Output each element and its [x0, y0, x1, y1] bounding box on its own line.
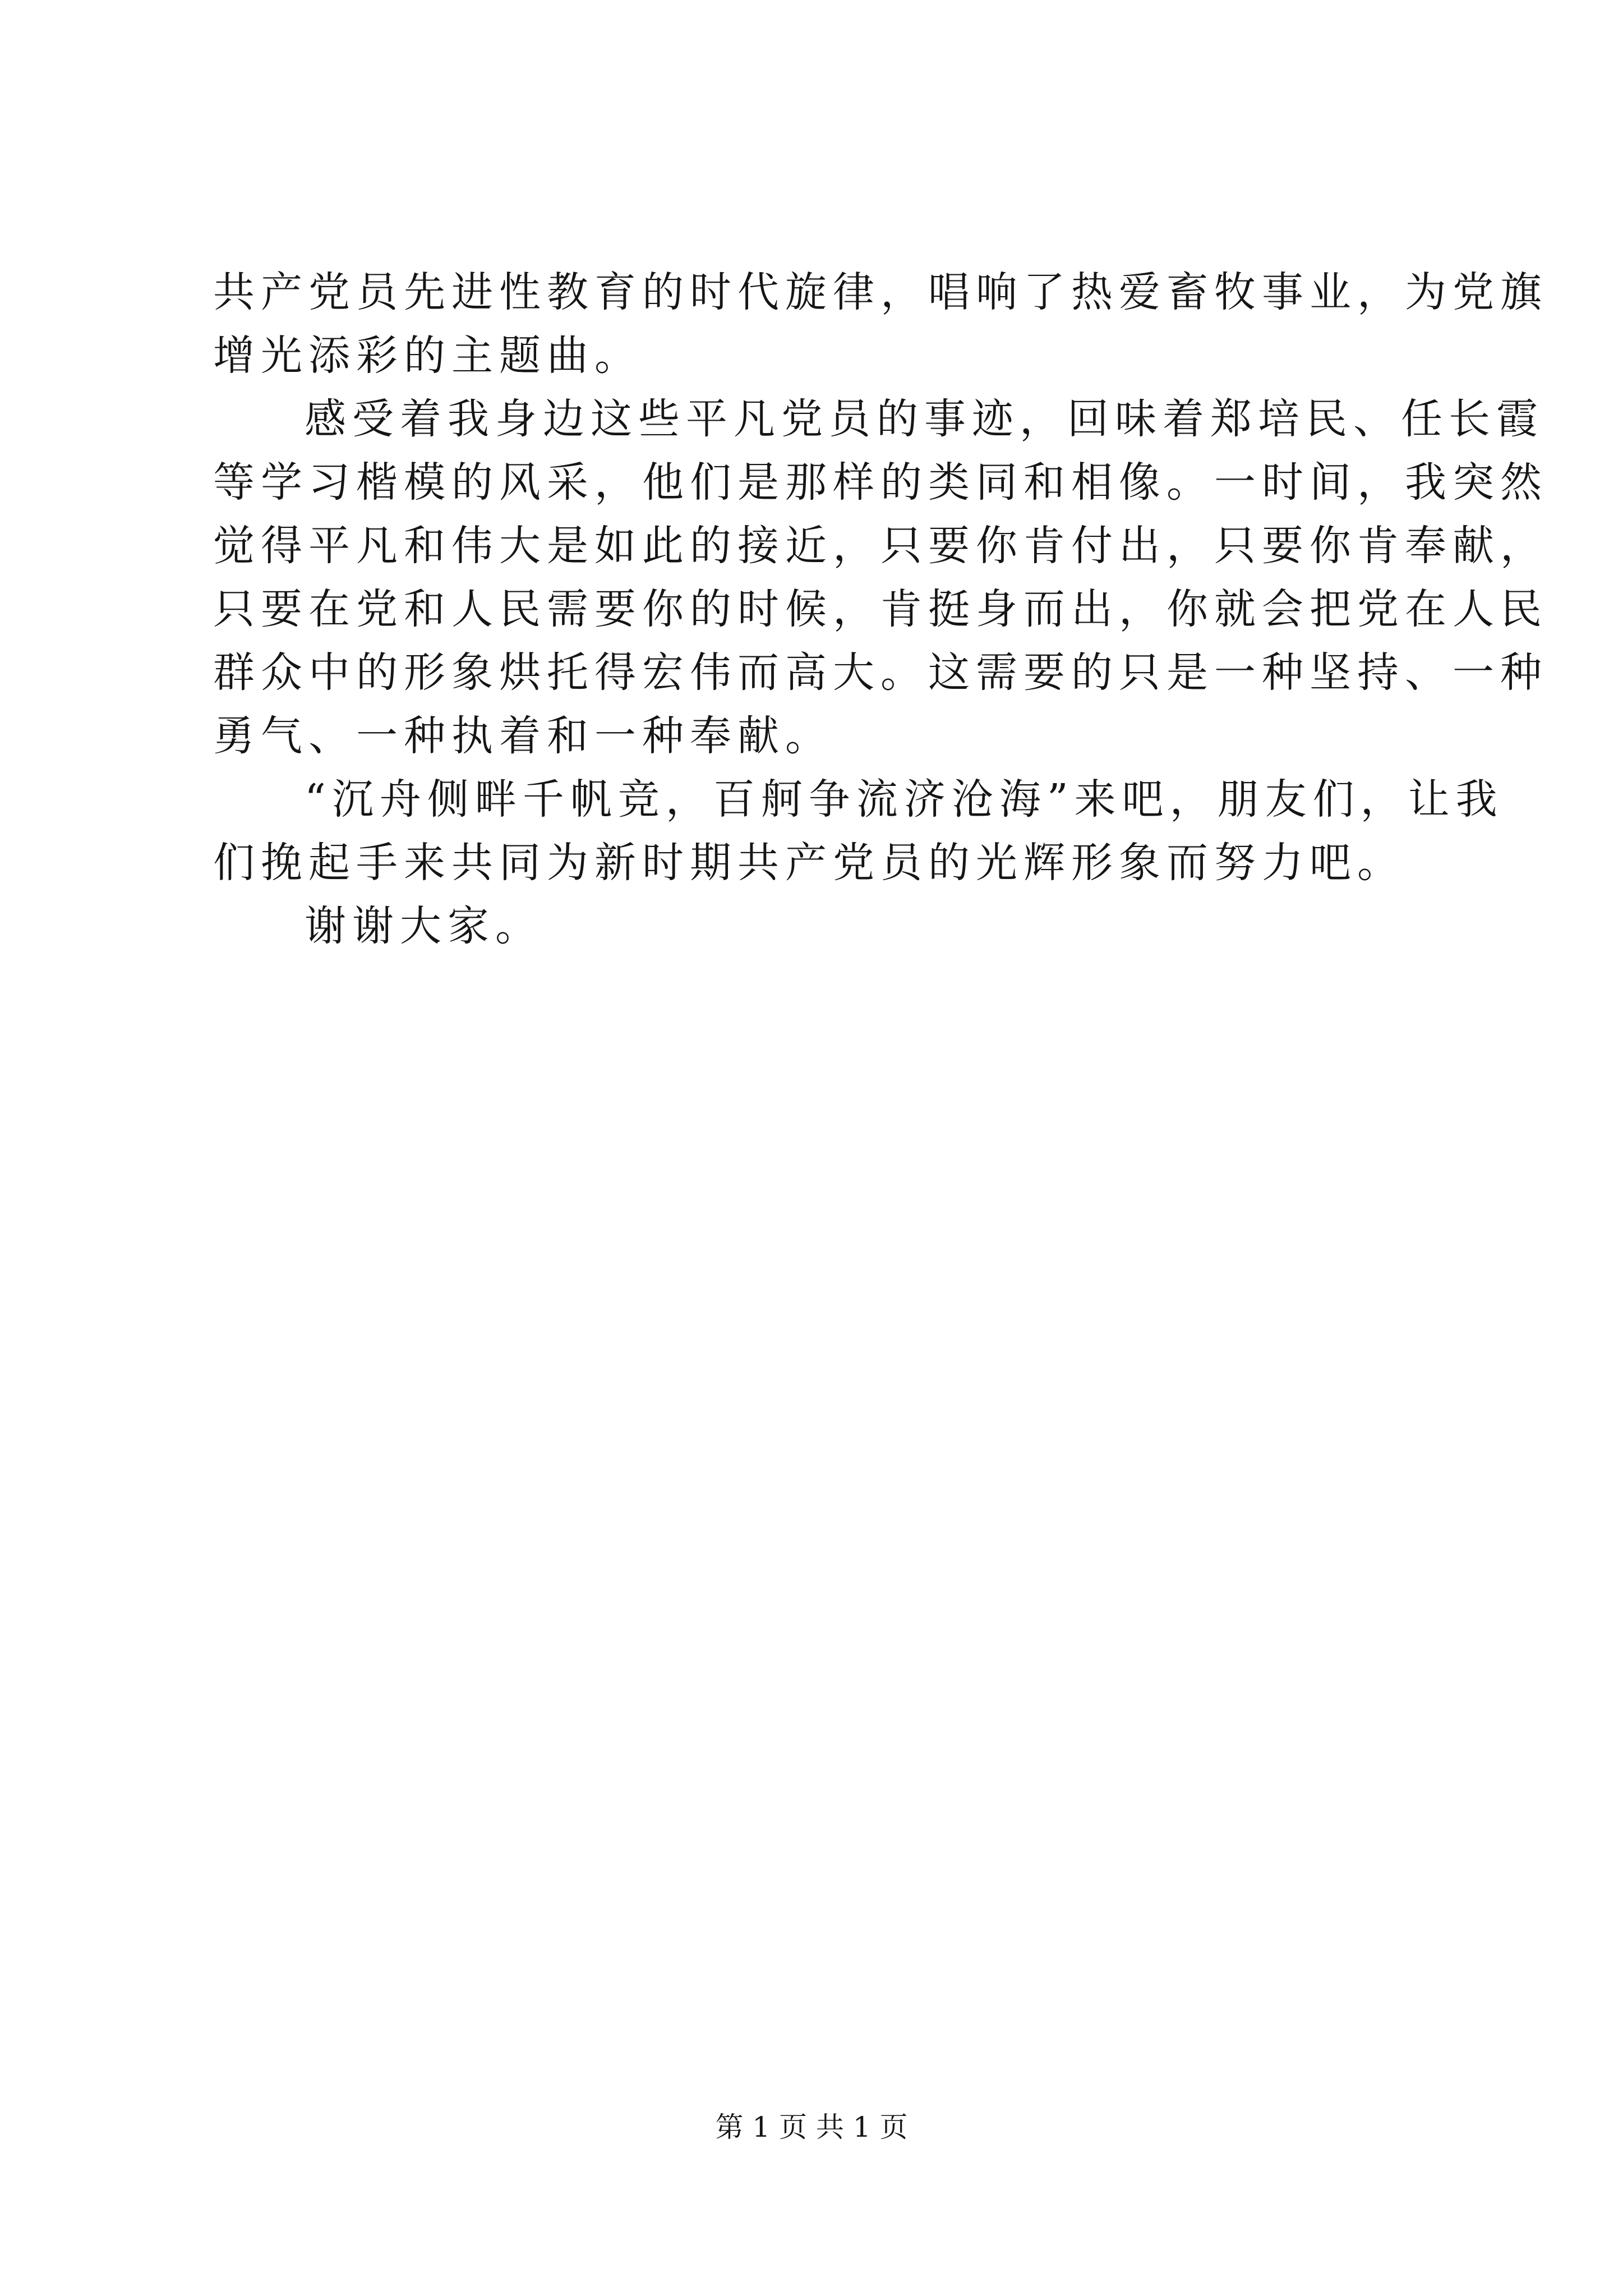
- text-line: 增光添彩的主题曲。: [213, 332, 642, 380]
- text-line: 共产党员先进性教育的时代旋律，唱响了热爱畜牧事业，为党旗: [213, 268, 1548, 316]
- document-body: [213, 261, 1548, 958]
- text-line: 等学习楷模的风采，他们是那样的类同和相像。一时间，我突然: [213, 458, 1548, 507]
- text-line: 觉得平凡和伟大是如此的接近，只要你肯付出，只要你肯奉献，: [213, 522, 1548, 570]
- closing-line: 谢谢大家。: [305, 902, 543, 950]
- paragraph-start-line: 感受着我身边这些平凡党员的事迹，回味着郑培民、任长霞: [305, 395, 1544, 443]
- page-footer: 第 1 页 共 1 页: [715, 2111, 908, 2143]
- paragraph-start-line: “沉舟侧畔千帆竞，百舸争流济沧海”来吧，朋友们，让我: [305, 775, 1504, 823]
- text-line: 只要在党和人民需要你的时候，肯挺身而出，你就会把党在人民: [213, 585, 1548, 633]
- text-line: 群众中的形象烘托得宏伟而高大。这需要的只是一种坚持、一种: [213, 648, 1548, 697]
- text-line: 们挽起手来共同为新时期共产党员的光辉形象而努力吧。: [213, 839, 1405, 887]
- text-line: 勇气、一种执着和一种奉献。: [213, 712, 833, 760]
